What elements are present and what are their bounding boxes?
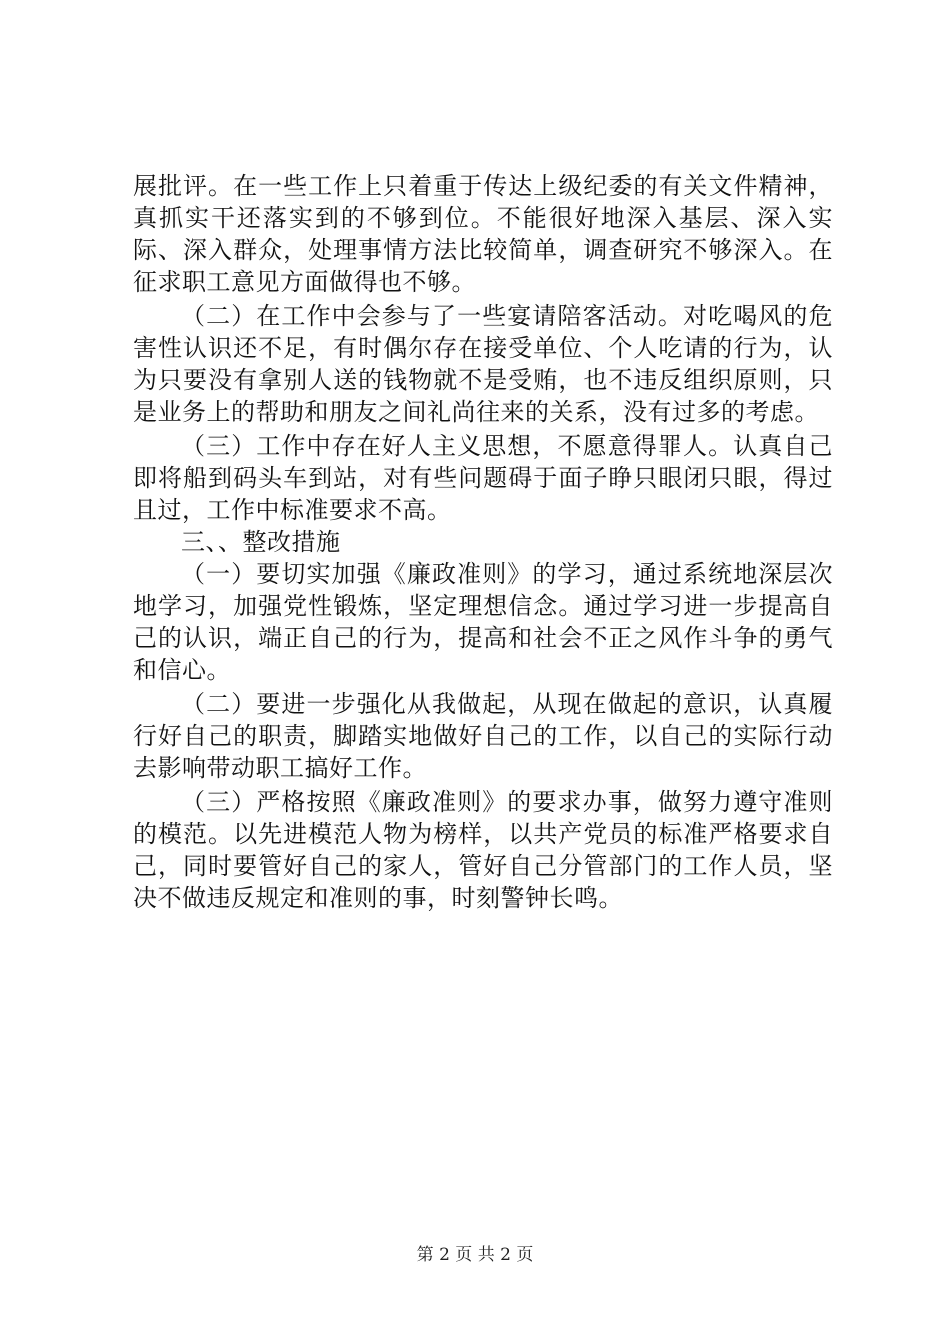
measure-item-1: （一）要切实加强《廉政准则》的学习，通过系统地深层次地学习，加强党性锻炼，坚定理想信念。通过学习进一步提高自己的认识，端正自己的行为，提高和社会不正之风作斗争的勇气和信心。: [133, 560, 833, 684]
section-heading-measures: 三、、整改措施: [181, 528, 341, 556]
paragraph-item-3: （三）工作中存在好人主义思想，不愿意得罪人。认真自己即将船到码头车到站，对有些问题碍于面子睁只眼闭只眼，得过且过，工作中标准要求不高。: [133, 432, 833, 524]
paragraph-item-2: （二）在工作中会参与了一些宴请陪客活动。对吃喝风的危害性认识还不足，有时偶尔存在接受单位、个人吃请的行为，认为只要没有拿别人送的钱物就不是受贿，也不违反组织原则，只是业务上的帮助和朋友之间礼尚往来的关系，没有过多的考虑。: [133, 302, 833, 426]
paragraph-continuation: 展批评。在一些工作上只着重于传达上级纪委的有关文件精神，真抓实干还落实到的不够到位。不能很好地深入基层、深入实际、深入群众，处理事情方法比较简单，调查研究不够深入。在征求职工意见方面做得也不够。: [133, 172, 833, 296]
measure-item-2: （二）要进一步强化从我做起，从现在做起的意识，认真履行好自己的职责，脚踏实地做好自己的工作，以自己的实际行动去影响带动职工搞好工作。: [133, 690, 833, 782]
document-body: [133, 170, 833, 914]
page-number-footer: 第 2 页 共 2 页: [416, 1245, 534, 1265]
measure-item-3: （三）严格按照《廉政准则》的要求办事，做努力遵守准则的模范。以先进模范人物为榜样，以共产党员的标准严格要求自己，同时要管好自己的家人，管好自己分管部门的工作人员，坚决不做违反规定和准则的事，时刻警钟长鸣。: [133, 788, 833, 912]
